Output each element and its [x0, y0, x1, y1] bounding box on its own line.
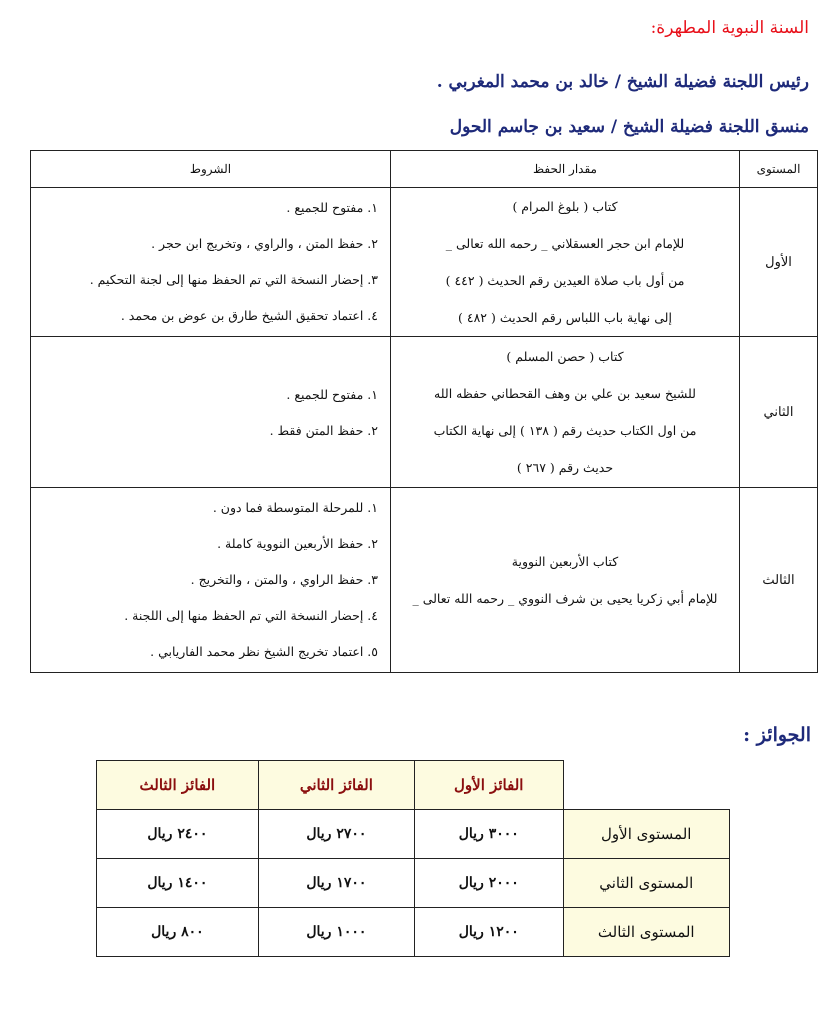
memorization-line: كتاب ( حصن المسلم ) — [506, 349, 624, 364]
prize-amount: ١٢٠٠ ريال — [414, 908, 563, 957]
conditions-cell — [31, 488, 391, 673]
prize-column-first: الفائز الأول — [414, 761, 563, 810]
prizes-title: الجوائز : — [743, 724, 811, 746]
condition-item: ١. للمرحلة المتوسطة فما دون . — [212, 500, 378, 515]
condition-item: ٢. حفظ المتن ، والراوي ، وتخريج ابن حجر . — [151, 236, 378, 251]
level-row-3 — [31, 488, 818, 673]
level-name: الأول — [740, 188, 818, 337]
memorization-line: للإمام أبي زكريا يحيى بن شرف النووي _ رحمه الله تعالى _ — [412, 591, 718, 606]
prize-row — [97, 908, 730, 957]
committee-coordinator-line: منسق اللجنة فضيلة الشيخ / سعيد بن جاسم الحول — [449, 117, 809, 137]
prize-row — [97, 859, 730, 908]
prize-amount: ٢٤٠٠ ريال — [97, 810, 259, 859]
condition-item: ٣. إحضار النسخة التي تم الحفظ منها إلى لجنة التحكيم . — [89, 272, 378, 287]
prize-amount: ٨٠٠ ريال — [97, 908, 259, 957]
memorization-line: من اول الكتاب حديث رقم ( ١٣٨ ) إلى نهاية الكتاب — [433, 423, 697, 438]
prize-column-third: الفائز الثالث — [97, 761, 259, 810]
prize-amount: ٢٧٠٠ ريال — [258, 810, 414, 859]
condition-item: ٣. حفظ الراوي ، والمتن ، والتخريج . — [190, 572, 378, 587]
memorization-line: للإمام ابن حجر العسقلاني _ رحمه الله تعالى _ — [445, 236, 685, 251]
memorization-line: إلى نهاية باب اللباس رقم الحديث ( ٤٨٢ ) — [458, 310, 672, 325]
levels-table-header-row — [31, 151, 818, 188]
prize-column-second: الفائز الثاني — [258, 761, 414, 810]
header-conditions: الشروط — [31, 151, 391, 188]
memorization-line: كتاب الأربعين النووية — [511, 554, 619, 569]
prizes-header-row — [97, 761, 730, 810]
prize-amount: ١٤٠٠ ريال — [97, 859, 259, 908]
prize-row-level: المستوى الثالث — [563, 908, 730, 957]
prize-row-level: المستوى الأول — [563, 810, 730, 859]
conditions-cell — [31, 188, 391, 337]
conditions-cell — [31, 337, 391, 488]
memorization-line: من أول باب صلاة العيدين رقم الحديث ( ٤٤٢ ) — [445, 273, 685, 288]
condition-item: ٢. حفظ المتن فقط . — [269, 423, 378, 438]
levels-table — [30, 150, 818, 673]
prize-amount: ٢٠٠٠ ريال — [414, 859, 563, 908]
condition-item: ١. مفتوح للجميع . — [286, 387, 378, 402]
condition-item: ٤. اعتماد تحقيق الشيخ طارق بن عوض بن محمد . — [120, 308, 378, 323]
prize-amount: ٣٠٠٠ ريال — [414, 810, 563, 859]
prizes-corner-cell — [563, 761, 730, 810]
condition-item: ١. مفتوح للجميع . — [286, 200, 378, 215]
memorization-line: للشيخ سعيد بن علي بن وهف القحطاني حفظه الله — [434, 386, 696, 401]
header-memorization: مقدار الحفظ — [391, 151, 740, 188]
level-row-1 — [31, 188, 818, 337]
prizes-table — [96, 760, 730, 957]
memorization-cell — [391, 337, 740, 488]
condition-item: ٤. إحضار النسخة التي تم الحفظ منها إلى اللجنة . — [124, 608, 378, 623]
level-name: الثالث — [740, 488, 818, 673]
section-title: السنة النبوية المطهرة: — [650, 18, 809, 38]
memorization-line: حديث رقم ( ٢٦٧ ) — [516, 460, 614, 475]
prize-amount: ١٧٠٠ ريال — [258, 859, 414, 908]
memorization-cell — [391, 488, 740, 673]
committee-chair-line: رئيس اللجنة فضيلة الشيخ / خالد بن محمد المغربي . — [436, 72, 809, 92]
level-row-2 — [31, 337, 818, 488]
memorization-cell — [391, 188, 740, 337]
prize-amount: ١٠٠٠ ريال — [258, 908, 414, 957]
header-level: المستوى — [740, 151, 818, 188]
prize-row-level: المستوى الثاني — [563, 859, 730, 908]
level-name: الثاني — [740, 337, 818, 488]
condition-item: ٢. حفظ الأربعين النووية كاملة . — [217, 536, 378, 551]
condition-item: ٥. اعتماد تخريج الشيخ نظر محمد الفاريابي . — [150, 644, 378, 659]
memorization-line: كتاب ( بلوغ المرام ) — [512, 199, 618, 214]
prize-row — [97, 810, 730, 859]
